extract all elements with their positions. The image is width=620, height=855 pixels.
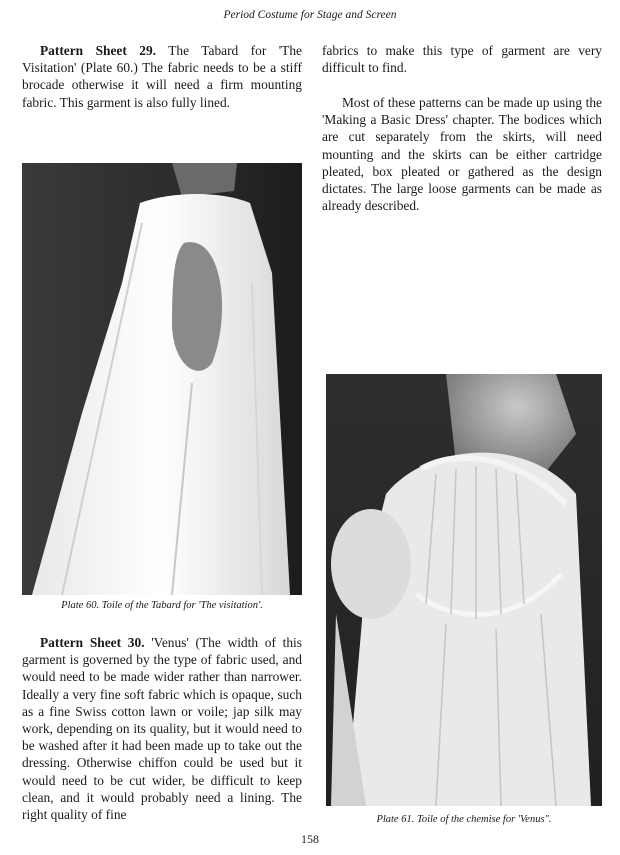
pattern-sheet-30-heading: Pattern Sheet 30. bbox=[40, 635, 145, 650]
patterns-text: Most of these patterns can be made up using the 'Making a Basic Dress' chapter. The bodices which are cut separately from the skirts, will need mounting and the skirts can be either cartridge pleated, box pleated or gathered as the design dictates. The large loose garments can be made as already described. bbox=[322, 95, 602, 214]
chemise-toile-illustration bbox=[326, 374, 602, 806]
pattern-sheet-29-paragraph bbox=[22, 42, 302, 111]
plate-60-caption: Plate 60. Toile of the Tabard for 'The visitation'. bbox=[61, 600, 263, 611]
page-number: 158 bbox=[301, 832, 319, 846]
tabard-toile-illustration bbox=[22, 163, 302, 595]
patterns-paragraph bbox=[322, 94, 602, 214]
pattern-sheet-29-heading: Pattern Sheet 29. bbox=[40, 43, 157, 58]
pattern-sheet-30-paragraph bbox=[22, 634, 302, 823]
continued-text: fabrics to make this type of garment are very difficult to find. bbox=[322, 43, 602, 76]
plate-61-photo bbox=[326, 374, 602, 806]
plate-61-caption: Plate 61. Toile of the chemise for 'Venus". bbox=[376, 814, 552, 825]
plate-60-photo bbox=[22, 163, 302, 595]
pattern-sheet-30-text: 'Venus' (The width of this garment is governed by the type of fabric used, and would need to be made wider rather than narrower. Ideally a very fine soft fabric which is opaque, such as a fine Swiss cotton lawn or voile; jap silk may work, depending on its quality, but it would need to be washed after it had been made up to take out the dressing. Otherwise chiffon could be used but it would need to be cut wider, be difficult to keep clean, and it would probably need a lining. The right quality of fine bbox=[22, 635, 302, 823]
continued-paragraph bbox=[322, 42, 602, 76]
running-header: Period Costume for Stage and Screen bbox=[223, 9, 397, 21]
pattern-sheet-29-text: The Tabard for 'The Visitation' (Plate 60.) The fabric needs to be a stiff brocade otherwise it will need a firm mounting fabric. This garment is also fully lined. bbox=[22, 43, 302, 110]
